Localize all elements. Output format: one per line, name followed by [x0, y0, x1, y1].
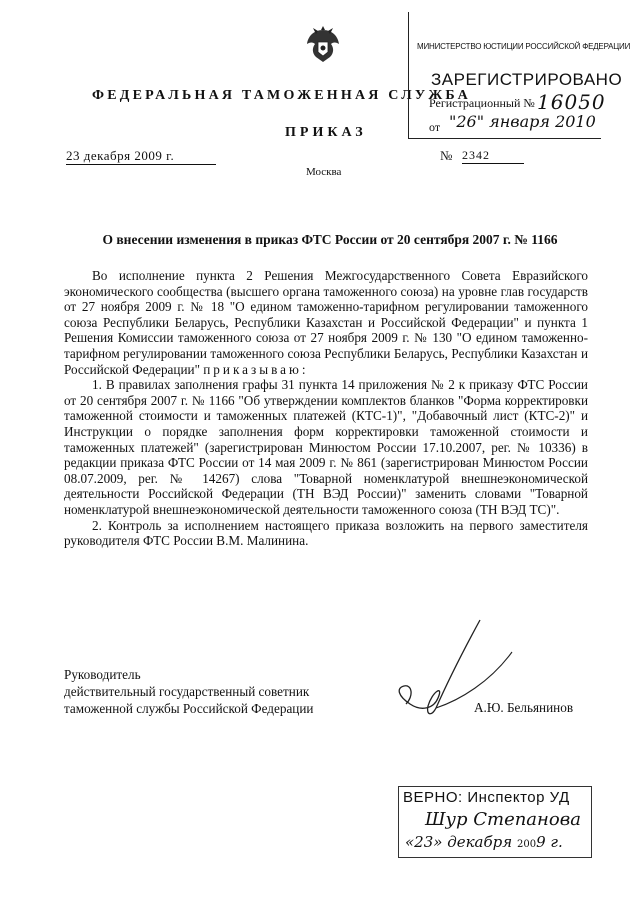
verify-date-day: «23» декабря [405, 833, 513, 851]
verify-line1: ВЕРНО: Инспектор УД [403, 789, 570, 806]
signatory-title: Руководитель [64, 667, 141, 682]
verify-date-year: 200 [516, 839, 537, 850]
order-city: Москва [306, 166, 342, 178]
agency-name: ФЕДЕРАЛЬНАЯ ТАМОЖЕННАЯ СЛУЖБА [92, 88, 471, 103]
order-word: приказываю: [203, 361, 309, 377]
stamp-regnum-label: Регистрационный № [429, 96, 535, 110]
verify-date-suffix: 9 г. [536, 833, 563, 851]
verify-signature: Шур Степанова [425, 809, 581, 830]
document-title: О внесении изменения в приказ ФТС России от 20 сентября 2007 г. № 1166 [102, 232, 558, 247]
signatory-rank-cont: таможенной службы Российской Федерации [64, 701, 314, 716]
item-2: 2. Контроль за исполнением настоящего приказа возложить на первого заместителя руководителя ФТС России В.М. Малинина. [64, 517, 588, 549]
verify-date [405, 833, 563, 851]
verification-stamp [398, 786, 592, 858]
stamp-regnum: 16050 [537, 90, 606, 114]
document-type: ПРИКАЗ [285, 125, 367, 140]
intro-text: Во исполнение пункта 2 Решения Межгосударственного Совета Евразийского экономического сообщества (высшего органа таможенного союза) на уровне глав государств от 27 ноября 2009 г. № 18 "О едином таможенно-тарифном регулировании таможенного союза Республики Беларусь, Республики Казахстан и Российской Федерации" и пункта 1 Решения Комиссии таможенного союза от 27 ноября 2009 г. № 130 "О едином таможенно-тарифном регулировании таможенного союза Республики Беларусь, Республики Казахстан и Российской Федерации" [64, 268, 588, 377]
order-date: 23 декабря 2009 г. [66, 148, 216, 165]
coat-of-arms-icon [304, 22, 342, 66]
signatory-block [64, 666, 313, 717]
order-number-label: № [440, 148, 453, 163]
intro-paragraph [64, 268, 588, 377]
stamp-regdate-label: от [429, 120, 441, 134]
signatory-name: А.Ю. Бельянинов [474, 700, 574, 715]
stamp-status: ЗАРЕГИСТРИРОВАНО [431, 70, 623, 89]
stamp-regdate: "26" января 2010 [449, 112, 596, 131]
order-number: 2342 [462, 148, 524, 164]
document-body [64, 268, 588, 549]
registration-stamp [408, 12, 631, 139]
stamp-ministry: МИНИСТЕРСТВО ЮСТИЦИИ РОССИЙСКОЙ ФЕДЕРАЦИИ [417, 42, 631, 51]
signatory-rank: действительный государственный советник [64, 684, 310, 699]
item-1: 1. В правилах заполнения графы 31 пункта 14 приложения № 2 к приказу ФТС России от 20 сентября 2007 г. № 1166 "Об утверждении комплектов бланков "Форма корректировки таможенной стоимости и таможенных платежей (КТС-1)", "Добавочный лист (КТС-2)" и Инструкции о порядке заполнения форм корректировки таможенной стоимости и таможенных платежей" (зарегистрирован Минюстом России 17.10.2007, рег. № 10336) в редакции приказа ФТС России от 14 мая 2009 г. № 861 (зарегистрирован Минюстом России 08.07.2009, рег. № 14267) слова "Товарной номенклатурой внешнеэкономической деятельности Российской Федерации (ТН ВЭД России)" заменить словами "Товарной номенклатурой внешнеэкономической деятельности таможенного союза (ТН ВЭД ТС)". [64, 377, 588, 517]
